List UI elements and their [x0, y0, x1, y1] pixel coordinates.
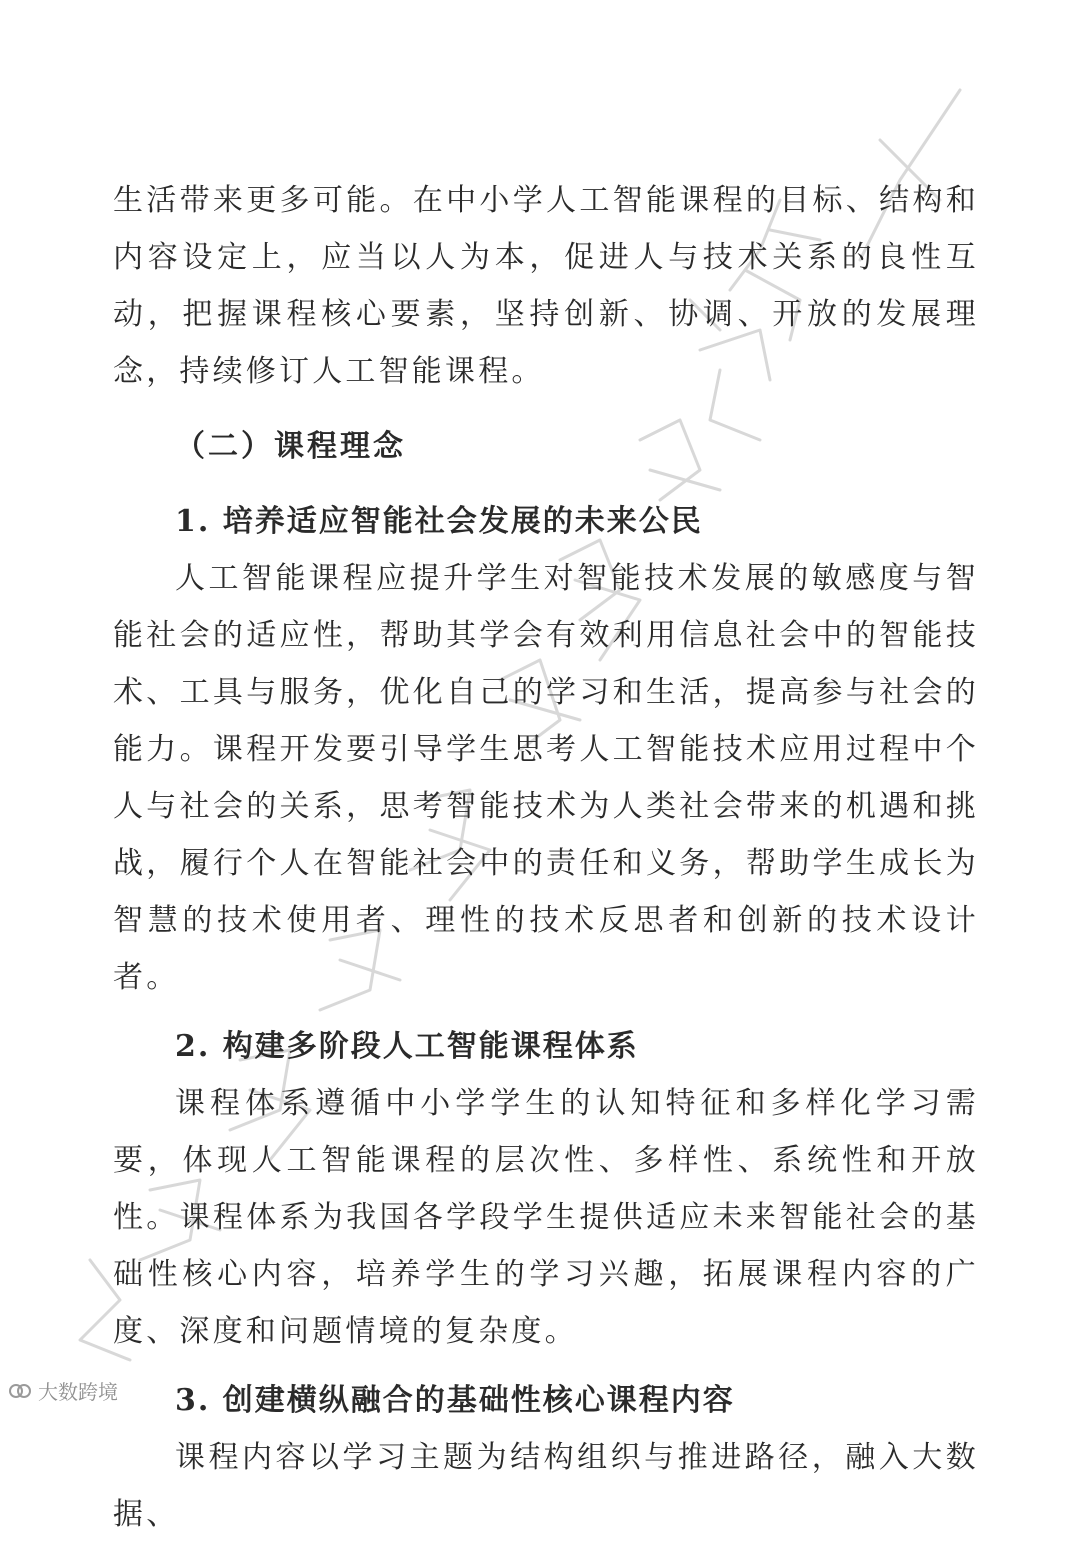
subsection-heading-3: 3. 创建横纵融合的基础性核心课程内容 — [175, 1383, 735, 1418]
document-body — [113, 172, 979, 1543]
section-heading: （二）课程理念 — [175, 429, 406, 464]
subsection-heading-1: 1. 培养适应智能社会发展的未来公民 — [175, 504, 703, 539]
footer-brand-text: 大数跨境 — [38, 1380, 118, 1404]
brand-logo-icon — [8, 1380, 32, 1402]
subsection-heading-2: 2. 构建多阶段人工智能课程体系 — [175, 1029, 639, 1064]
footer-watermark — [8, 1376, 118, 1405]
subsection-body-2: 课程体系遵循中小学学生的认知特征和多样化学习需要，体现人工智能课程的层次性、多样性、系统性和开放性。课程体系为我国各学段学生提供适应未来智能社会的基础性核心内容，培养学生的学习兴趣，拓展课程内容的广度、深度和问题情境的复杂度。 — [113, 1086, 979, 1349]
subsection-body-3: 课程内容以学习主题为结构组织与推进路径，融入大数据、 — [113, 1440, 979, 1532]
subsection-body-1: 人工智能课程应提升学生对智能技术发展的敏感度与智能社会的适应性，帮助其学会有效利用信息社会中的智能技术、工具与服务，优化自己的学习和生活，提高参与社会的能力。课程开发要引导学生思考人工智能技术应用过程中个人与社会的关系，思考智能技术为人类社会带来的机遇和挑战，履行个人在智能社会中的责任和义务，帮助学生成长为智慧的技术使用者、理性的技术反思者和创新的技术设计者。 — [113, 561, 979, 995]
opening-paragraph: 生活带来更多可能。在中小学人工智能课程的目标、结构和内容设定上，应当以人为本，促进人与技术关系的良性互动，把握课程核心要素，坚持创新、协调、开放的发展理念，持续修订人工智能课程。 — [113, 183, 979, 389]
